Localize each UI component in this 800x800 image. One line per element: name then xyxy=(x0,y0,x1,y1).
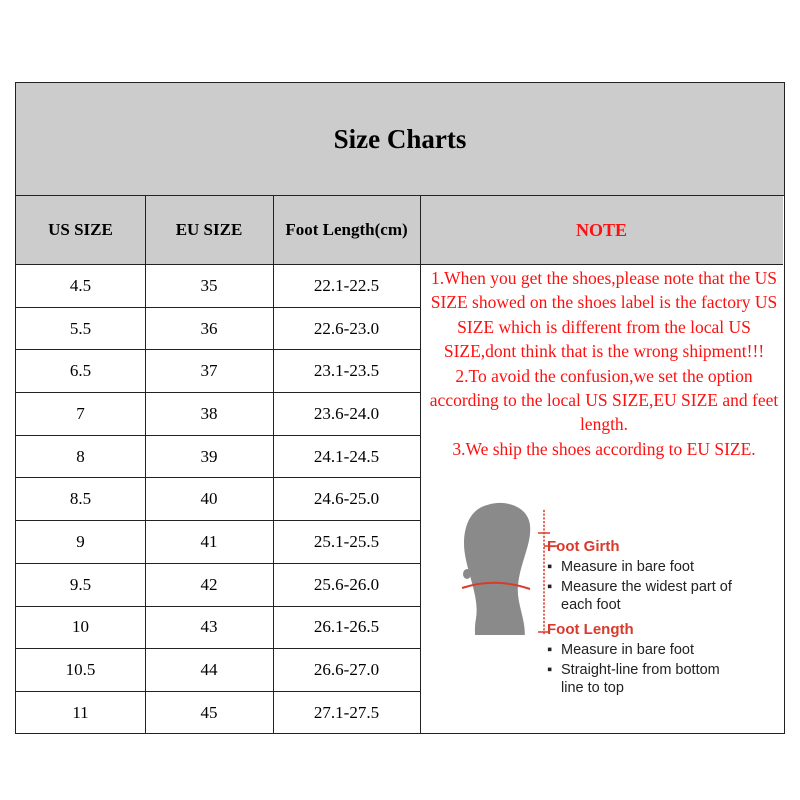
cell-foot-length: 25.1-25.5 xyxy=(313,532,380,552)
cell-us-size: 9.5 xyxy=(69,574,92,594)
girth-item: ▪ Measure in bare foot xyxy=(547,559,694,575)
table-row xyxy=(16,564,420,607)
cell-eu-size: 35 xyxy=(200,275,218,295)
cell-foot-length: 24.6-25.0 xyxy=(313,489,380,509)
length-item: ▪ Straight-line from bottom line to top xyxy=(547,662,720,696)
cell-eu-size: 39 xyxy=(200,446,218,466)
cell-eu-size: 36 xyxy=(200,318,218,338)
foot-sole xyxy=(464,503,530,635)
table-row xyxy=(16,692,420,735)
cell-foot-length: 24.1-24.5 xyxy=(313,446,380,466)
bullet-icon: ▪ xyxy=(547,559,553,575)
cell-us-size: 11 xyxy=(72,703,89,723)
cell-foot-length: 23.6-24.0 xyxy=(313,403,380,423)
cell-foot-length: 22.6-23.0 xyxy=(313,318,380,338)
note-item: 1.When you get the shoes,please note that the US SIZE showed on the shoes label is the factory US SIZE which is different from the local US SIZE,dont think that is the wrong shipment!!! xyxy=(430,268,778,362)
note-item: 2.To avoid the confusion,we set the option according to the local US SIZE,EU SIZE and feet length. xyxy=(429,365,779,435)
note-item: 3.We ship the shoes according to EU SIZE. xyxy=(452,438,756,459)
cell-eu-size: 41 xyxy=(200,532,218,552)
cell-eu-size: 45 xyxy=(200,703,218,723)
header-foot-length: Foot Length(cm) xyxy=(273,196,420,265)
table-row xyxy=(16,265,420,308)
cell-eu-size: 42 xyxy=(200,574,218,594)
foot-length-annotation xyxy=(547,621,742,697)
cell-foot-length: 23.1-23.5 xyxy=(313,361,380,381)
cell-eu-size: 40 xyxy=(200,489,218,509)
cell-foot-length: 25.6-26.0 xyxy=(313,574,380,594)
table-row xyxy=(16,479,420,522)
cell-us-size: 9 xyxy=(76,532,85,552)
table-row xyxy=(16,521,420,564)
cell-foot-length: 27.1-27.5 xyxy=(313,703,380,723)
bullet-icon: ▪ xyxy=(547,579,553,595)
foot-girth-annotation xyxy=(547,538,757,614)
table-row xyxy=(16,649,420,692)
column-divider xyxy=(420,196,421,733)
foot-girth-title: Foot Girth xyxy=(547,538,620,555)
cell-eu-size: 37 xyxy=(200,361,218,381)
cell-foot-length: 26.1-26.5 xyxy=(313,617,380,637)
cell-us-size: 10.5 xyxy=(65,660,96,680)
table-row xyxy=(16,308,420,351)
bullet-icon: ▪ xyxy=(547,642,553,658)
note-text xyxy=(423,266,785,461)
cell-us-size: 7 xyxy=(76,403,85,423)
cell-eu-size: 38 xyxy=(200,403,218,423)
table-row xyxy=(16,607,420,650)
table-row xyxy=(16,436,420,479)
cell-us-size: 8 xyxy=(76,446,85,466)
cell-eu-size: 44 xyxy=(200,660,218,680)
header-note: NOTE xyxy=(420,196,783,265)
header-eu-size: EU SIZE xyxy=(145,196,273,265)
table-row xyxy=(16,350,420,393)
cell-us-size: 5.5 xyxy=(69,318,92,338)
table-row xyxy=(16,393,420,436)
length-item: ▪ Measure in bare foot xyxy=(547,642,694,658)
chart-title: Size Charts xyxy=(16,83,784,196)
header-us-size: US SIZE xyxy=(16,196,145,265)
cell-eu-size: 43 xyxy=(200,617,218,637)
cell-us-size: 8.5 xyxy=(69,489,92,509)
girth-item: ▪ Measure the widest part of each foot xyxy=(547,579,732,613)
cell-foot-length: 26.6-27.0 xyxy=(313,660,380,680)
cell-us-size: 4.5 xyxy=(69,275,92,295)
cell-us-size: 10 xyxy=(72,617,89,637)
bullet-icon: ▪ xyxy=(547,662,553,678)
cell-us-size: 6.5 xyxy=(69,361,92,381)
cell-foot-length: 22.1-22.5 xyxy=(313,275,380,295)
foot-length-title: Foot Length xyxy=(547,621,634,638)
